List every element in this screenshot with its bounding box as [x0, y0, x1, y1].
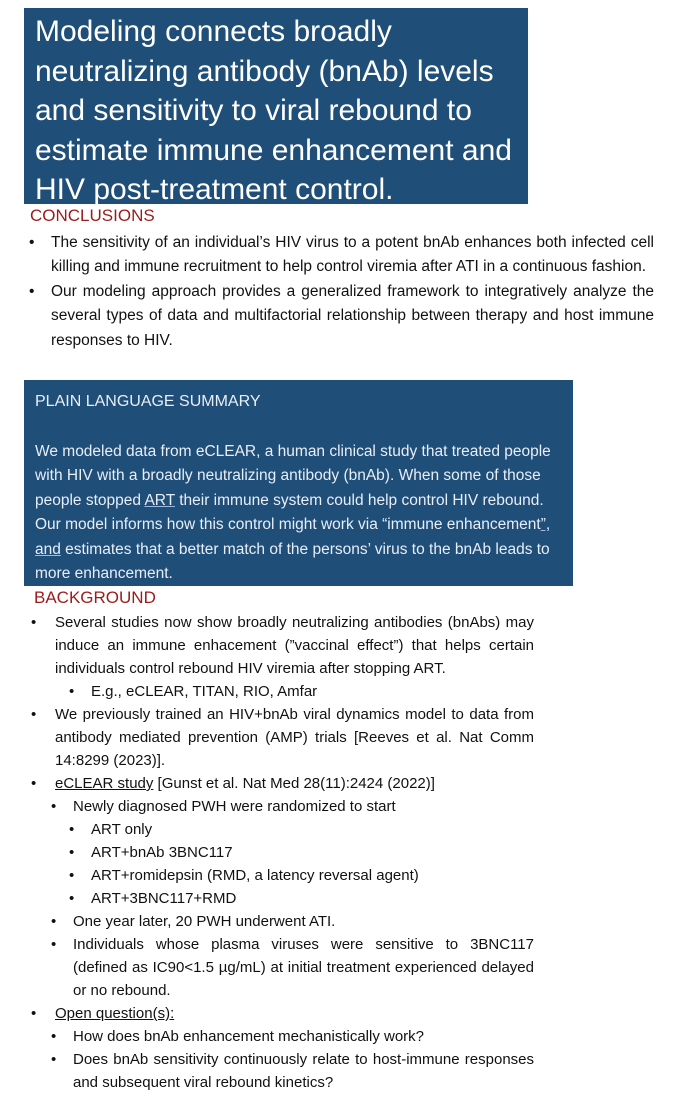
list-item: • Several studies now show broadly neutralizing antibodies (bnAbs) may induce an immune enhacement (”vaccinal effect”) that helps certain individuals control rebound HIV viremia after stopping ART. [31, 611, 534, 680]
art-link[interactable]: ART [144, 491, 175, 509]
list-item: • ART+bnAb 3BNC117 [31, 841, 534, 864]
conclusions-list [27, 231, 654, 353]
background-list [31, 611, 534, 1094]
plain-language-summary-box [24, 380, 573, 586]
list-item: • E.g., eCLEAR, TITAN, RIO, Amfar [31, 680, 534, 703]
list-item: • The sensitivity of an individual’s HIV virus to a potent bnAb enhances both infected cell killing and immune recruitment to help control viremia after ATI in a continuous fashion. [27, 231, 654, 280]
list-item: • Does bnAb sensitivity continuously relate to host-immune responses and subsequent viral rebound kinetics? [31, 1048, 534, 1094]
list-item [31, 1002, 534, 1025]
list-item: • ART only [31, 818, 534, 841]
citation-text: [Gunst et al. Nat Med 28(11):2424 (2022)] [153, 775, 435, 792]
summary-text: their immune system could help control HIV rebound. Our model informs how this control might work via “immune enhancement [35, 491, 544, 534]
summary-text: We modeled data from eCLEAR, a human clinical study that treated people with HIV with a broadly neutralizing antibody (bnAb). When some of those people stopped [35, 443, 551, 509]
list-item: • Individuals whose plasma viruses were sensitive to 3BNC117 (defined as IC90<1.5 µg/mL) at initial treatment experienced delayed or no rebound. [31, 933, 534, 1002]
background-heading: BACKGROUND [34, 588, 156, 607]
list-item: • Newly diagnosed PWH were randomized to start [31, 795, 534, 818]
open-questions-label: Open question(s): [55, 1005, 175, 1022]
list-item: • How does bnAb enhancement mechanistically work? [31, 1025, 534, 1048]
list-item: • ART+romidepsin (RMD, a latency reversal agent) [31, 864, 534, 887]
list-item: • ART+3BNC117+RMD [31, 887, 534, 910]
list-item: • Our modeling approach provides a generalized framework to integratively analyze the several types of data and multifactorial relationship between therapy and host immune responses to HIV. [27, 280, 654, 353]
and-link[interactable]: ”, and [35, 516, 551, 558]
conclusions-heading: CONCLUSIONS [30, 206, 155, 225]
list-item [31, 772, 534, 795]
list-item: • We previously trained an HIV+bnAb viral dynamics model to data from antibody mediated prevention (AMP) trials [Reeves et al. Nat Comm 14:8299 (2023)]. [31, 703, 534, 772]
list-item: • One year later, 20 PWH underwent ATI. [31, 910, 534, 933]
plain-language-heading: PLAIN LANGUAGE SUMMARY [35, 393, 261, 410]
summary-text: estimates that a better match of the persons’ virus to the bnAb leads to more enhancement. [35, 540, 550, 583]
poster-title: Modeling connects broadly neutralizing antibody (bnAb) levels and sensitivity to viral rebound to estimate immune enhancement and HIV post-treatment control. [24, 8, 528, 204]
plain-language-text [35, 440, 565, 586]
eclear-study-link[interactable]: eCLEAR study [55, 775, 154, 792]
